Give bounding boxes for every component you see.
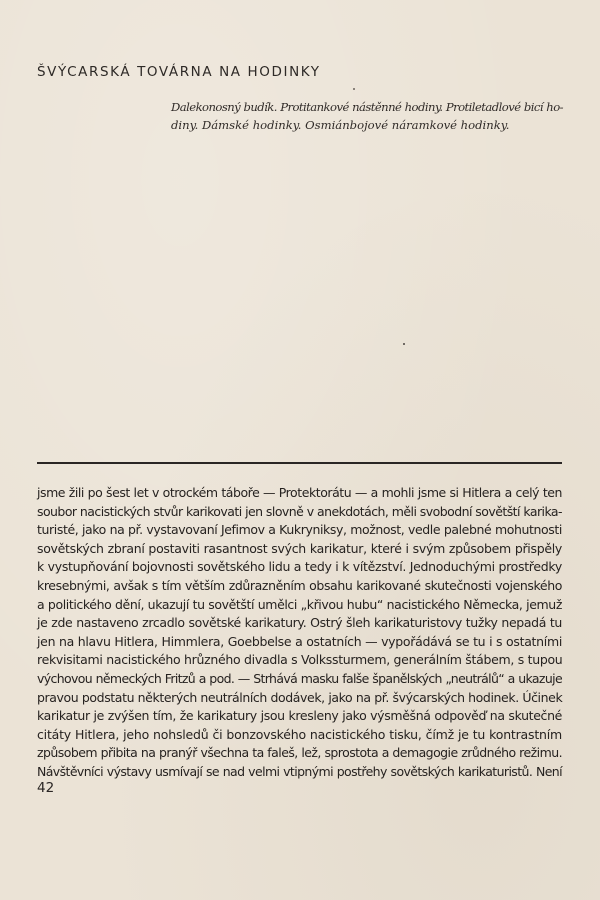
body-line: citáty Hitlera, jeho nohsledů či bonzovského nacistického tisku, čímž je tu kontrastním: [37, 726, 562, 742]
paper-speck: [403, 343, 405, 345]
body-line: soubor nacistických stvůr karikovati jen slovně v anekdotách, měli svobodní sovětští karika-: [37, 503, 562, 519]
body-line: turisté, jako na př. vystavovaní Jefimov a Kukryniksy, možnost, vedle palebné mohutnosti: [37, 522, 562, 538]
body-line: jsme žili po šest let v otrockém táboře — Protektorátu — a mohli jsme si Hitlera a celý ten: [37, 485, 562, 500]
caption-line: diny. Dámské hodinky. Osmiánbojové náramkové hodinky.: [171, 117, 510, 132]
horizontal-rule: [37, 462, 562, 464]
body-line: karikatur je zvýšen tím, že karikatury jsou kresleny jako výsměšná odpověď na skutečné: [37, 708, 562, 724]
body-line: rekvisitami nacistického hrůzného divadla s Volkssturmem, generálním štábem, s tupou: [37, 652, 563, 668]
illustration-area: [37, 150, 562, 460]
illustration-caption: [171, 99, 563, 134]
paper-speck: [353, 88, 355, 90]
body-line: jen na hlavu Hitlera, Himmlera, Goebbelse a ostatních — vypořádává se tu i s ostatními: [37, 633, 562, 649]
body-line: Návštěvníci výstavy usmívají se nad velmi vtipnými postřehy sovětských karikaturistů. Není: [37, 763, 562, 779]
body-line: výchovou německých Fritzů a pod. — Strhává masku falše španělských „neutrálů“ a ukazuje: [37, 670, 562, 686]
body-line: pravou podstatu některých neutrálních dodávek, jako na př. švýcarských hodinek. Účinek: [37, 689, 563, 705]
body-line: způsobem přibita na pranýř všechna ta faleš, lež, sprostota a demagogie zrůdného režimu.: [37, 745, 562, 761]
page-number: 42: [37, 780, 55, 796]
caption-line: Dalekonosný budík. Protitankové nástěnné hodiny. Protiletadlové bicí ho-: [171, 100, 563, 114]
body-line: sovětských zbraní postaviti rasantnost svých karikatur, které i svým způsobem přispěly: [37, 540, 562, 556]
body-line: k vystupňování bojovnosti sovětského lidu a tedy i k vítězství. Jednoduchými prostředky: [37, 559, 562, 575]
body-paragraph: [37, 484, 562, 782]
body-line: kresebnými, avšak s tím větším zdůrazněním obsahu karikované skutečnosti vojenského: [37, 577, 562, 593]
section-title: ŠVÝCARSKÁ TOVÁRNA NA HODINKY: [37, 64, 321, 80]
body-line: a politického dění, ukazují tu sovětští umělci „křivou hubu“ nacistického Německa, jemuž: [37, 596, 562, 612]
body-line: je zde nastaveno zrcadlo sovětské karikatury. Ostrý šleh karikaturistovy tužky nepadá tu: [37, 615, 562, 631]
